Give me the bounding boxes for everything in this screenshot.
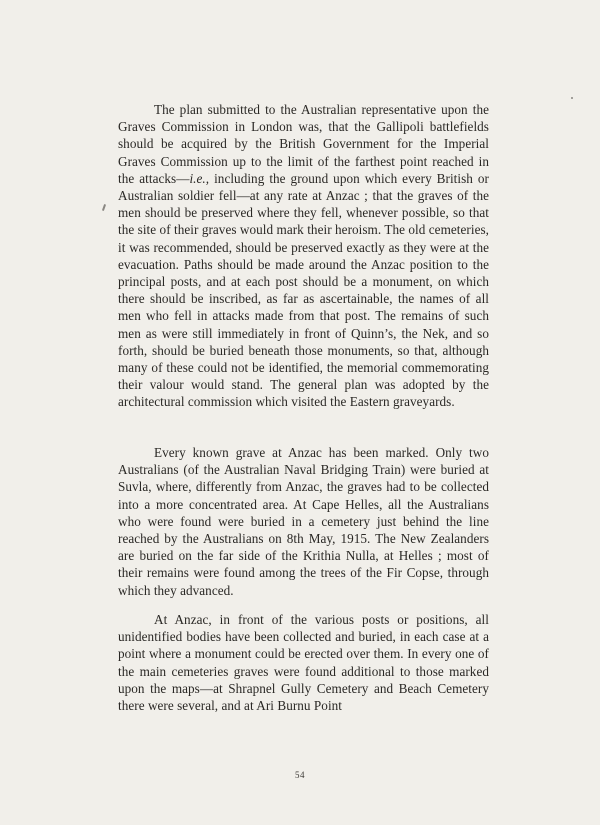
paragraph-text: including the ground upon which every British or Australian soldier fell—at any rate at Anzac ; that the graves of the men should be preserved where they fell, whenever possible, so that the site of their graves would mark their heroism. The old cemeteries, it was recommended, should be preserved exactly as they were at the evacuation. Paths should be made around the Anzac position to the principal posts, and at each post should be a monument, on which there should be inscribed, as far as ascertainable, the names of all men who fell in attacks made from that post. The remains of such men as were still immediately in front of Quinn’s, the Nek, and so forth, should be buried beneath those monuments, so that, although many of these could not be identified, the memorial commemorating their valour would stand. The general plan was adopted by the architectural commission which visited the Eastern graveyards. [118, 170, 489, 410]
paragraph-text: The plan submitted to the Australian representative upon the Graves Commission in London was, that the Gallipoli battlefields should be acquired by the British Government for the Imperial Graves Commission up to the limit of the farthest point reached in the attacks— [118, 102, 489, 186]
paragraph-graves-commission-plan [118, 101, 489, 411]
paper-speck [102, 204, 106, 211]
paragraph-unidentified-bodies: At Anzac, in front of the various posts or positions, all unidentified bodies have been collected and buried, in each case at a point where a monument could be erected over them. In every one of the main cemeteries graves were found additional to those marked upon the maps—at Shrapnel Gully Cemetery and Beach Cemetery there were several, and at Ari Burnu Point [118, 612, 489, 714]
paragraph-known-graves: Every known grave at Anzac has been marked. Only two Australians (of the Australian Naval Bridging Train) were buried at Suvla, where, differently from Anzac, the graves had to be collected into a more concentrated area. At Cape Helles, all the Australians who were found were buried in a cemetery just behind the line reached by the Australians on 8th May, 1915. The New Zealanders are buried on the far side of the Krithia Nulla, at Helles ; most of their remains were found among the trees of the Fir Copse, through which they advanced. [118, 445, 489, 598]
paper-speck [571, 97, 573, 99]
paragraph-emphasis: i.e., [189, 170, 210, 186]
page-number: 54 [295, 770, 305, 780]
